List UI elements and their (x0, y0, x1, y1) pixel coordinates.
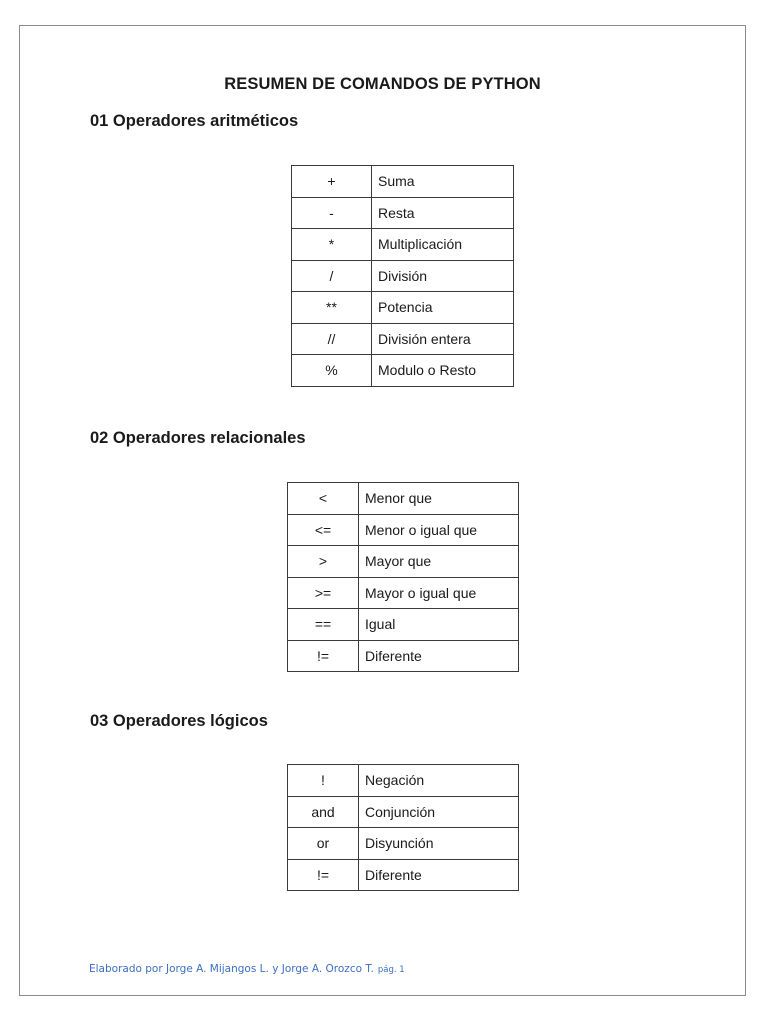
document-page (19, 25, 746, 996)
operator-symbol: and (288, 796, 359, 828)
operator-symbol: != (288, 640, 359, 672)
table-row (292, 260, 514, 292)
operator-symbol: <= (288, 514, 359, 546)
operator-description: Diferente (359, 859, 519, 891)
operator-symbol: + (292, 166, 372, 198)
operator-description: Disyunción (359, 828, 519, 860)
operator-symbol: % (292, 355, 372, 387)
operator-symbol: == (288, 609, 359, 641)
operator-description: Igual (359, 609, 519, 641)
table-row (292, 229, 514, 261)
table-row (288, 828, 519, 860)
section-heading-relational: 02 Operadores relacionales (90, 429, 306, 447)
table-row (288, 514, 519, 546)
operator-description: Conjunción (359, 796, 519, 828)
document-title: RESUMEN DE COMANDOS DE PYTHON (224, 75, 541, 93)
table-row (292, 355, 514, 387)
table-row (288, 546, 519, 578)
arithmetic-operators-table (291, 165, 514, 387)
page-number: pág. 1 (377, 965, 405, 975)
operator-symbol: ! (288, 765, 359, 797)
table-row (288, 859, 519, 891)
operator-symbol: / (292, 260, 372, 292)
logical-operators-table (287, 764, 519, 891)
operator-description: Multiplicación (372, 229, 514, 261)
operator-symbol: < (288, 483, 359, 515)
footer-authors: Elaborado por Jorge A. Mijangos L. y Jorge A. Orozco T. (89, 963, 374, 975)
operator-symbol: ** (292, 292, 372, 324)
operator-description: Modulo o Resto (372, 355, 514, 387)
operator-symbol: // (292, 323, 372, 355)
operator-description: Resta (372, 197, 514, 229)
operator-symbol: - (292, 197, 372, 229)
operator-description: División entera (372, 323, 514, 355)
table-row (292, 323, 514, 355)
operator-description: Menor que (359, 483, 519, 515)
table-row (292, 292, 514, 324)
operator-symbol: * (292, 229, 372, 261)
table-row (292, 166, 514, 198)
operator-description: Menor o igual que (359, 514, 519, 546)
table-row (288, 577, 519, 609)
table-row (288, 483, 519, 515)
operator-description: Negación (359, 765, 519, 797)
operator-symbol: != (288, 859, 359, 891)
table-row (288, 796, 519, 828)
operator-symbol: > (288, 546, 359, 578)
table-row (288, 765, 519, 797)
section-heading-arithmetic: 01 Operadores aritméticos (90, 112, 299, 130)
table-row (288, 609, 519, 641)
table-row (288, 640, 519, 672)
operator-description: Mayor que (359, 546, 519, 578)
operator-symbol: or (288, 828, 359, 860)
operator-description: Mayor o igual que (359, 577, 519, 609)
page-footer (89, 963, 405, 975)
operator-description: Suma (372, 166, 514, 198)
operator-description: Potencia (372, 292, 514, 324)
relational-operators-table (287, 482, 519, 672)
table-row (292, 197, 514, 229)
section-heading-logical: 03 Operadores lógicos (90, 712, 268, 730)
operator-description: División (372, 260, 514, 292)
operator-description: Diferente (359, 640, 519, 672)
operator-symbol: >= (288, 577, 359, 609)
